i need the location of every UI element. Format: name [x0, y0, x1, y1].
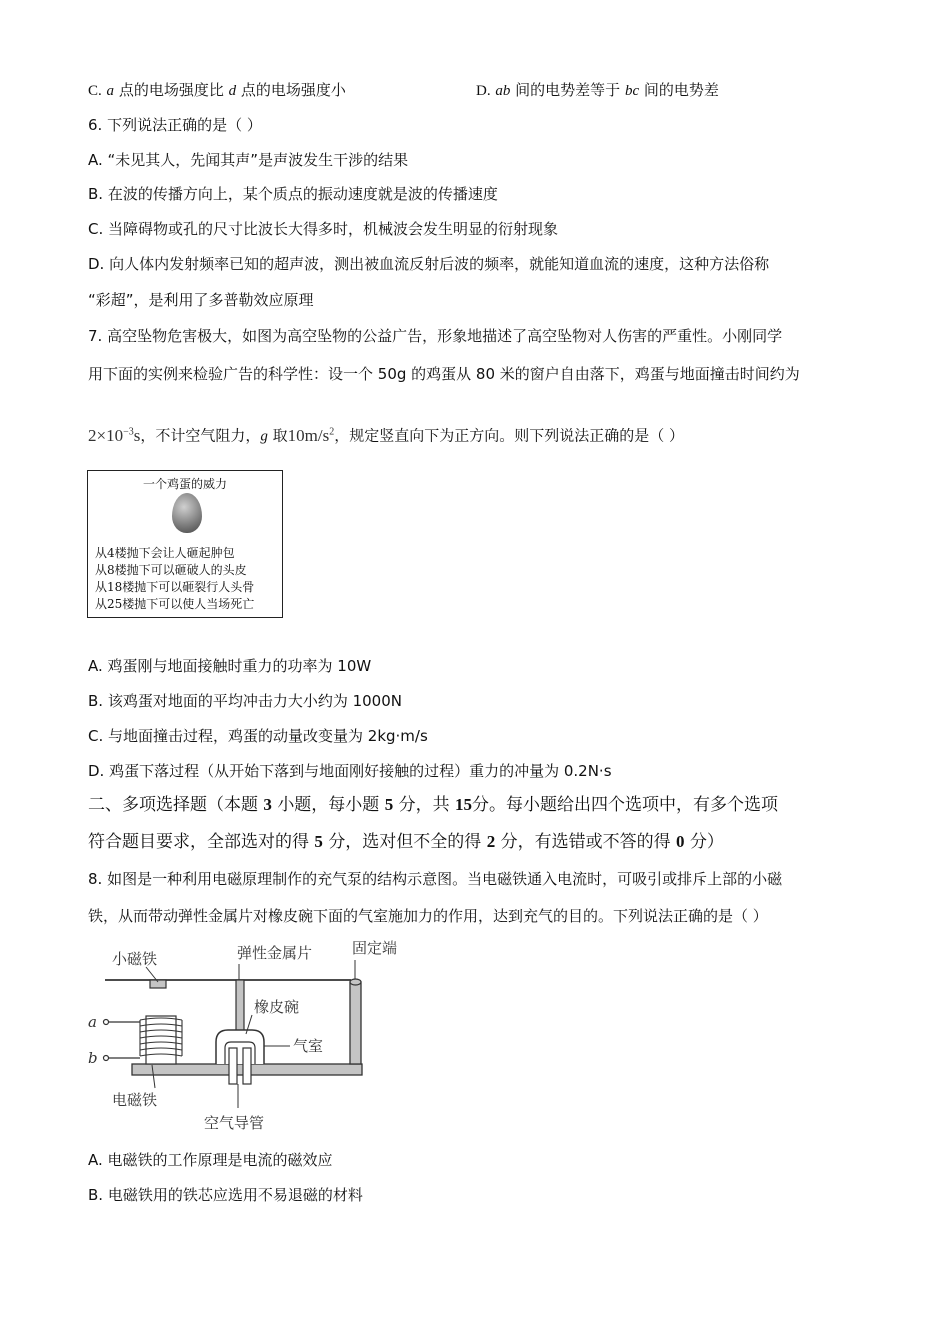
poster-line: 从25楼抛下可以使人当场死亡	[95, 597, 255, 611]
q5-option-c: C. a 点的电场强度比 d 点的电场强度小	[88, 81, 346, 99]
label-metal-sheet: 弹性金属片	[237, 944, 313, 962]
label-terminal-b: b	[88, 1049, 98, 1067]
egg-image	[172, 493, 202, 533]
label-rubber-bowl: 橡皮碗	[254, 998, 300, 1016]
q7-option-d: D. 鸡蛋下落过程（从开始下落到与地面刚好接触的过程）重力的冲量为 0.2N·s	[88, 762, 612, 780]
q8-option-a: A. 电磁铁的工作原理是电流的磁效应	[88, 1151, 333, 1169]
label-small-magnet: 小磁铁	[112, 950, 158, 968]
q6-option-d-cont: “彩超”，是利用了多普勒效应原理	[88, 291, 314, 309]
label-electromagnet: 电磁铁	[112, 1091, 158, 1109]
air-tube	[243, 1048, 251, 1084]
impact-time: $2\times 10^{-3}s$	[88, 425, 141, 445]
label-fixed-end: 固定端	[352, 939, 398, 957]
rubber-bowl	[216, 1030, 264, 1064]
label-air-tube: 空气导管	[204, 1114, 265, 1132]
section2-header-line2: 符合题目要求，全部选对的得 5 分，选对但不全的得 2 分，有选错或不答的得 0 分）	[88, 832, 724, 852]
section2-header-line1: 二、多项选择题（本题 3 小题，每小题 5 分，共 15分。每小题给出四个选项中，有多个选项	[88, 795, 779, 815]
q7-option-c: C. 与地面撞击过程，鸡蛋的动量改变量为 2kg·m/s	[88, 727, 428, 745]
label-air-chamber: 气室	[293, 1037, 324, 1055]
terminal-b	[104, 1056, 109, 1061]
fixed-post	[350, 982, 361, 1064]
q6-option-b: B. 在波的传播方向上，某个质点的振动速度就是波的传播速度	[88, 185, 498, 203]
q6-option-d: D. 向人体内发射频率已知的超声波，测出被血流反射后波的频率，就能知道血流的速度，这种方法俗称	[88, 255, 770, 273]
poster-line: 从18楼抛下可以砸裂行人头骨	[95, 580, 255, 594]
poster-line: 从4楼抛下会让人砸起肿包	[95, 546, 235, 560]
terminal-a	[104, 1020, 109, 1025]
q6-stem: 6. 下列说法正确的是（ ）	[88, 116, 262, 134]
q7-option-a: A. 鸡蛋刚与地面接触时重力的功率为 10W	[88, 657, 372, 675]
q8-stem-line2: 铁，从而带动弹性金属片对橡皮碗下面的气室施加力的作用，达到充气的目的。下列说法正确的是（ ）	[88, 907, 768, 925]
gravity-value: $10m/s^2$	[287, 425, 335, 445]
poster-title: 一个鸡蛋的威力	[142, 477, 227, 491]
q7-stem-line2: 用下面的实例来检验广告的科学性：设一个 50g 的鸡蛋从 80 米的窗户自由落下，鸡蛋与地面撞击时间约为	[88, 365, 800, 383]
q7-option-b: B. 该鸡蛋对地面的平均冲击力大小约为 1000N	[88, 692, 402, 710]
poster-line: 从8楼抛下可以砸破人的头皮	[95, 563, 247, 577]
air-pump-diagram	[80, 938, 420, 1133]
q8-option-b: B. 电磁铁用的铁芯应选用不易退磁的材料	[88, 1186, 363, 1204]
q6-option-a: A. “未见其人，先闻其声”是声波发生干涉的结果	[88, 151, 409, 169]
label-terminal-a: a	[88, 1013, 97, 1031]
q7-stem-line3: $2\times 10^{-3}s$，不计空气阻力，g 取$10m/s^2$，规定竖直向下为正方向。则下列说法正确的是（ ）	[88, 425, 685, 445]
q7-stem-line1: 7. 高空坠物危害极大，如图为高空坠物的公益广告，形象地描述了高空坠物对人伤害的严重性。小刚同学	[88, 327, 783, 345]
q6-option-c: C. 当障碍物或孔的尺寸比波长大得多时，机械波会发生明显的衍射现象	[88, 220, 559, 238]
egg-poster	[87, 470, 283, 618]
q8-stem-line1: 8. 如图是一种利用电磁原理制作的充气泵的结构示意图。当电磁铁通入电流时，可吸引或排斥上部的小磁	[88, 870, 783, 888]
electromagnet	[146, 1016, 176, 1064]
air-tube	[229, 1048, 237, 1084]
q5-option-d: D. ab 间的电势差等于 bc 间的电势差	[476, 81, 719, 99]
connecting-rod	[236, 980, 244, 1032]
